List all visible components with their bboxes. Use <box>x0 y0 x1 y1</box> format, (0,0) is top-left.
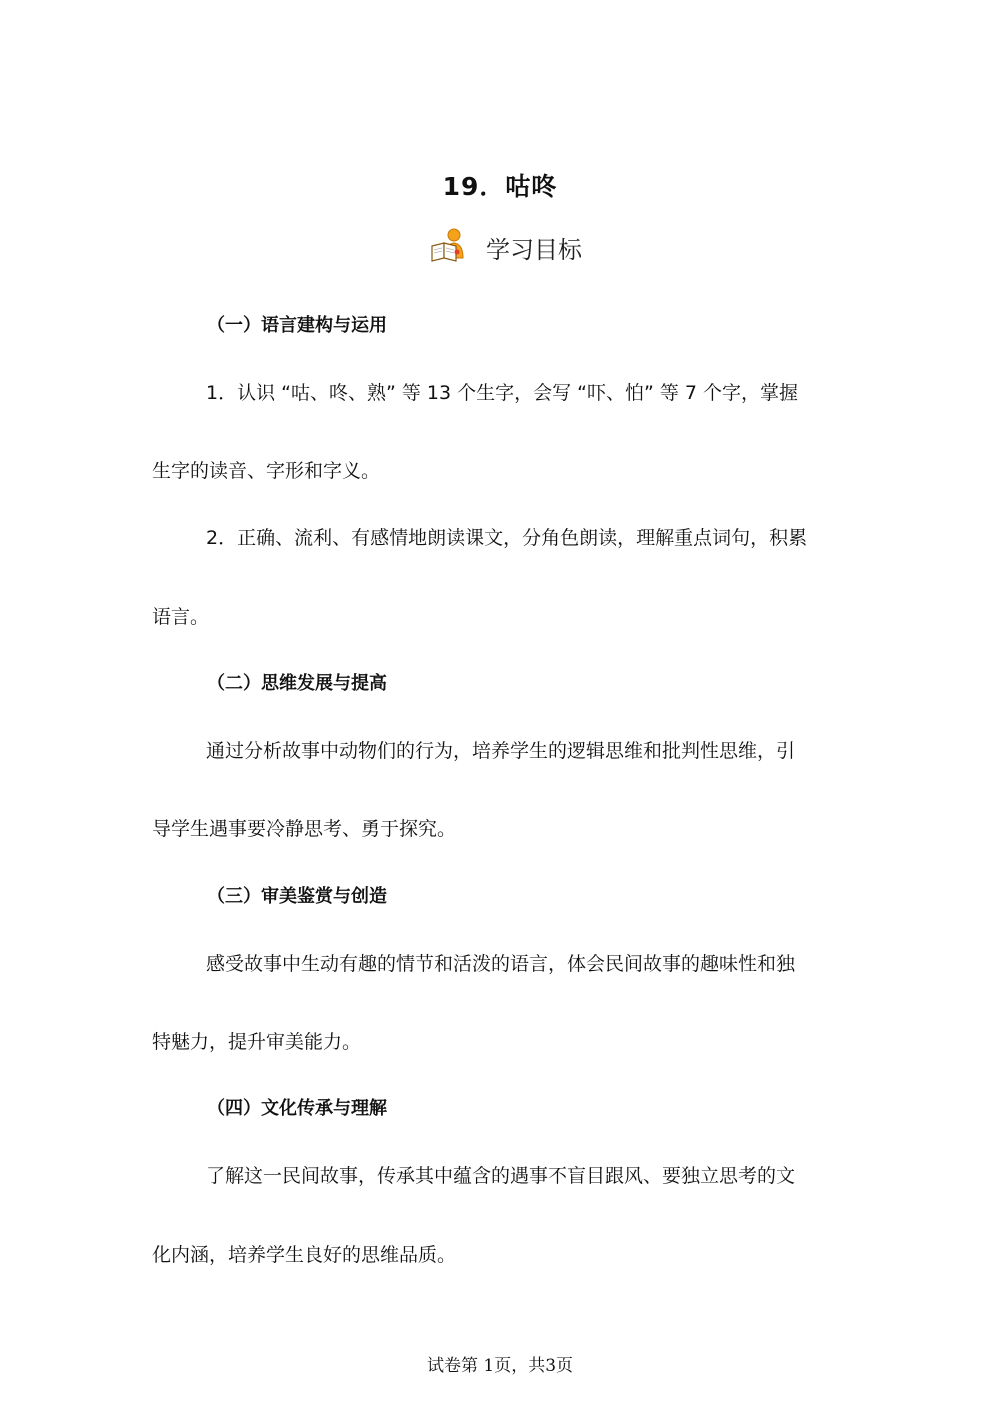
paragraph-line: 导学生遇事要冷静思考、勇于探究。 <box>152 818 457 840</box>
section-heading: （一）语言建构与运用 <box>207 315 387 336</box>
paragraph-line: 了解这一民间故事，传承其中蕴含的遇事不盲目跟风、要独立思考的文 <box>206 1165 796 1187</box>
paragraph-line: 化内涵，培养学生良好的思维品质。 <box>152 1244 457 1266</box>
learning-goals-header <box>430 228 582 272</box>
section-heading: （四）文化传承与理解 <box>207 1098 387 1119</box>
reading-person-icon <box>430 228 468 264</box>
paragraph-line: 2．正确、流利、有感情地朗读课文，分角色朗读，理解重点词句，积累 <box>206 527 808 549</box>
section-heading: （二）思维发展与提高 <box>207 673 387 694</box>
page-footer: 试卷第 1页，共3页 <box>426 1356 574 1376</box>
paragraph-line: 语言。 <box>152 606 210 628</box>
paragraph-line: 感受故事中生动有趣的情节和活泼的语言，体会民间故事的趣味性和独 <box>206 953 796 975</box>
lesson-title: 19．咕咚 <box>442 172 558 201</box>
paragraph-line: 通过分析故事中动物们的行为，培养学生的逻辑思维和批判性思维，引 <box>206 740 796 762</box>
paragraph-line: 1．认识 “咕、咚、熟” 等 13 个生字，会写 “吓、怕” 等 7 个字，掌握 <box>206 382 799 404</box>
paragraph-line: 特魅力，提升审美能力。 <box>152 1031 362 1053</box>
paragraph-line: 生字的读音、字形和字义。 <box>152 460 381 482</box>
learning-goals-label: 学习目标 <box>486 236 582 264</box>
section-heading: （三）审美鉴赏与创造 <box>207 886 387 907</box>
